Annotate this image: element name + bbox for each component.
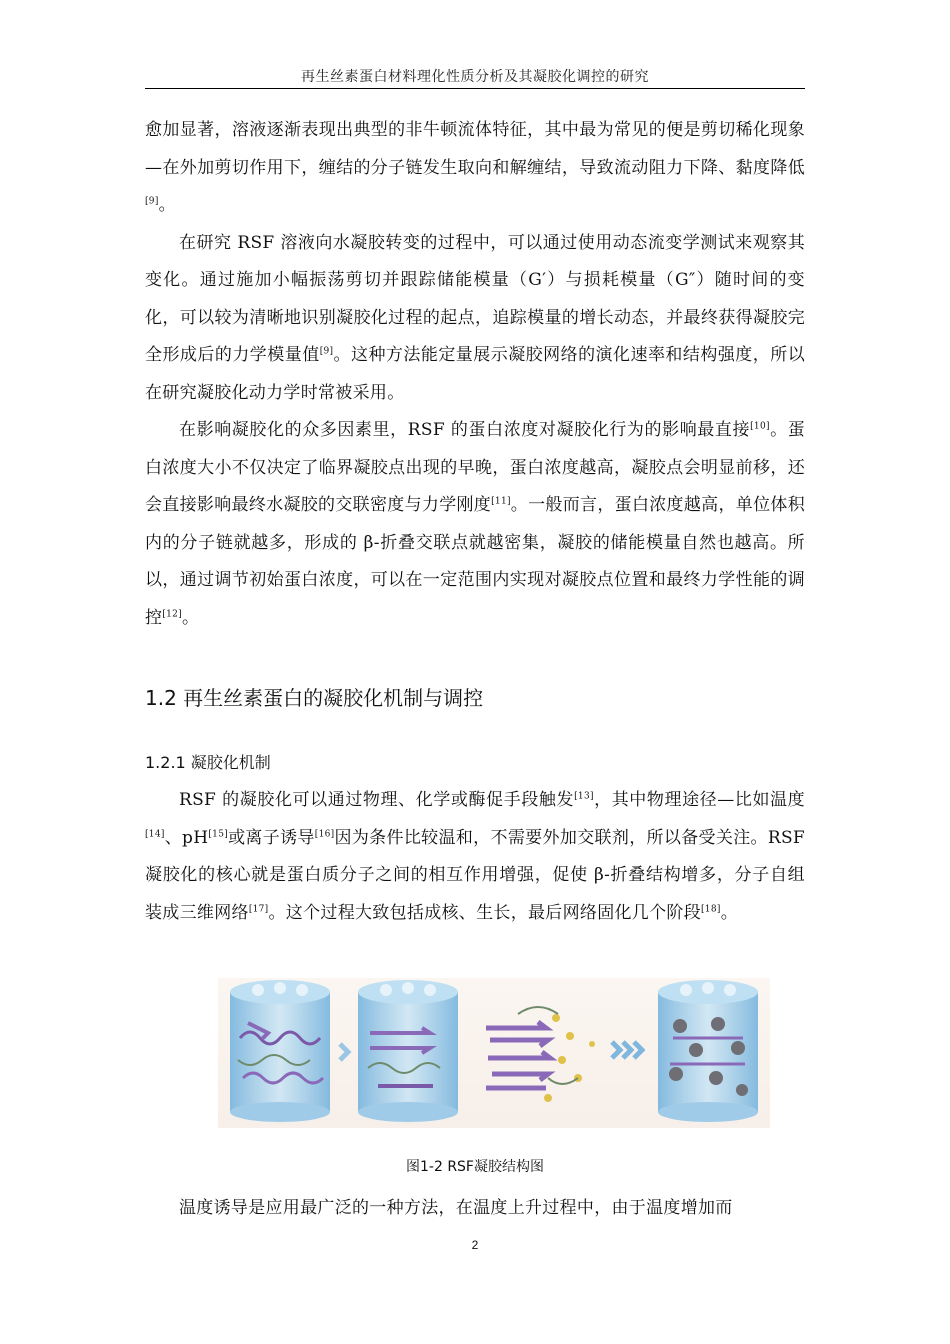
stage-1-cylinder [230,980,330,1122]
citation-13: [13] [574,791,594,802]
figure-rsf-gel-structure [218,978,770,1128]
paragraph-1-end: 。 [158,195,176,215]
text-block-1 [145,112,805,637]
citation-18: [18] [701,904,721,915]
chevron-arrow-1 [340,1044,348,1060]
citation-9: [9] [145,196,159,207]
citation-9b: [9] [319,346,334,357]
paragraph-3-text-a: 在影响凝胶化的众多因素里，RSF 的蛋白浓度对凝胶化行为的影响最直接 [179,420,751,440]
citation-17: [17] [248,904,269,915]
paragraph-4 [145,782,805,932]
header-rule [145,88,805,89]
paragraph-4-text-b: ，其中物理途径—比如温度 [593,790,805,810]
paragraph-4-text-f: 。这个过程大致包括成核、生长，最后网络固化几个阶段 [268,902,701,923]
paragraph-4-text-g: 。 [720,902,738,923]
chevron-arrow-2 [612,1042,642,1058]
paragraph-3-text-d: 。 [182,607,200,628]
citation-15: [15] [208,829,229,840]
paragraph-1 [145,112,805,225]
paragraph-2 [145,225,805,413]
text-block-3 [145,1190,805,1228]
paragraph-4-text-a: RSF 的凝胶化可以通过物理、化学或酶促手段触发 [179,790,575,810]
citation-11: [11] [491,496,511,507]
stage-4-cylinder [658,980,758,1122]
subsection-heading: 1.2.1 凝胶化机制 [145,753,271,772]
stage-2-cylinder [358,980,458,1122]
stage-3-beta-sheets [486,1007,595,1102]
page-number: 2 [471,1238,479,1252]
figure-caption: 图1-2 RSF凝胶结构图 [406,1159,544,1175]
paragraph-1-text: 愈加显著，溶液逐渐表现出典型的非牛顿流体特征，其中最为常见的便是剪切稀化现象—在外加剪切作用下，缠结的分子链发生取向和解缠结，导致流动阻力下降、黏度降低 [145,120,805,178]
citation-14: [14] [145,829,165,840]
paragraph-3-text-c: 。一般而言，蛋白浓度越高，单位体积内的分子链就越多，形成的 β-折叠交联点就越密集，凝胶的储能模量自然也越高。所以，通过调节初始蛋白浓度，可以在一定范围内实现对凝胶点位置和最终力学性能的调控 [145,495,805,628]
paragraph-3-text-b: 。蛋白浓度大小不仅决定了临界凝胶点出现的早晚，蛋白浓度越高，凝胶点会明显前移，还会直接影响最终水凝胶的交联密度与力学刚度 [145,420,805,515]
citation-10: [10] [750,421,770,432]
paragraph-4-text-e: 因为条件比较温和，不需要外加交联剂，所以备受关注。RSF 凝胶化的核心就是蛋白质分子之间的相互作用增强，促使 β-折叠结构增多，分子自组装成三维网络 [145,827,806,923]
paragraph-3 [145,412,805,637]
paragraph-5: 温度诱导是应用最广泛的一种方法，在温度上升过程中，由于温度增加而 [179,1198,733,1218]
citation-12: [12] [162,609,182,620]
section-heading: 1.2 再生丝素蛋白的凝胶化机制与调控 [145,686,484,710]
paragraph-2-text-b: 。这种方法能定量展示凝胶网络的演化速率和结构强度，所以在研究凝胶化动力学时常被采用。 [145,345,805,403]
paragraph-4-text-d: 或离子诱导 [228,827,315,848]
paragraph-4-text-c: 、pH [164,827,209,848]
figure-illustration [218,978,770,1128]
paragraph-2-text-a: 在研究 RSF 溶液向水凝胶转变的过程中，可以通过使用动态流变学测试来观察其变化。通过施加小幅振荡剪切并跟踪储能模量（G′）与损耗模量（G″）随时间的变化，可以较为清晰地识别凝胶化过程的起点，追踪模量的增长动态，并最终获得凝胶完全形成后的力学模量值 [145,232,805,365]
running-header: 再生丝素蛋白材料理化性质分析及其凝胶化调控的研究 [301,69,649,85]
citation-16: [16] [314,829,335,840]
text-block-2 [145,782,805,932]
